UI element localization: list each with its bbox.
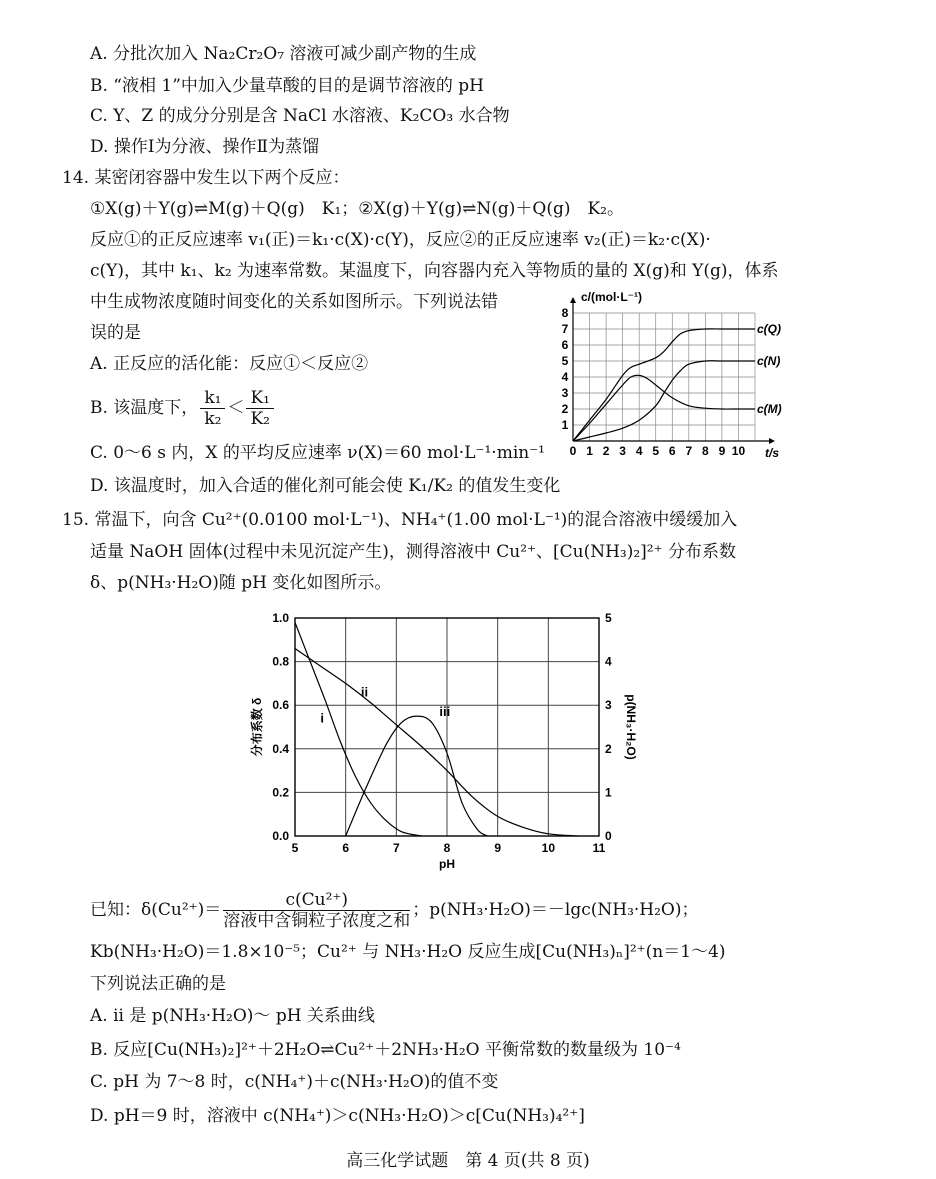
- y-tick-label: 3: [561, 386, 569, 400]
- x-tick-label: 5: [652, 444, 660, 458]
- y2-tick-label: 3: [605, 698, 612, 713]
- q14-option-b-prefix: B. 该温度下，: [90, 398, 199, 418]
- curve-iii: [346, 716, 488, 836]
- series-line-cm: [573, 375, 755, 441]
- q14-option-a: A. 正反应的活化能：反应①＜反应②: [90, 354, 369, 374]
- y-tick-label: 1.0: [272, 611, 289, 625]
- concentration-time-chart: [545, 285, 810, 465]
- q14-line6: 误的是: [90, 323, 141, 343]
- q13-option-c: C. Y、Z 的成分分别是含 NaCl 水溶液、K₂CO₃ 水合物: [90, 106, 510, 126]
- y-tick-label: 1: [561, 418, 569, 432]
- series-line-cq: [573, 329, 755, 441]
- y-tick-label: 8: [561, 306, 569, 320]
- curve-label: ii: [360, 684, 369, 700]
- q14-reactions: ①X(g)＋Y(g)⇌M(g)＋Q(g) K₁；②X(g)＋Y(g)⇌N(g)＋Q(g) K₂。: [90, 199, 624, 219]
- y-axis-label: c/(mol·L⁻¹): [581, 290, 642, 304]
- x-tick-label: 8: [702, 444, 709, 458]
- q14-line4: c(Y)，其中 k₁、k₂ 为速率常数。某温度下，向容器内充入等物质的量的 X(g)和 Y(g)，体系: [90, 261, 779, 281]
- distribution-ph-chart: [245, 603, 645, 873]
- x-tick-label: 2: [602, 444, 610, 458]
- known-suffix: ；p(NH₃·H₂O)＝－lgc(NH₃·H₂O)；: [412, 900, 699, 920]
- q15-ask: 下列说法正确的是: [90, 974, 226, 994]
- y-tick-label: 0.8: [272, 654, 289, 669]
- x-tick-label: 3: [619, 444, 626, 458]
- q15-line1: 15. 常温下，向含 Cu²⁺(0.0100 mol·L⁻¹)、NH₄⁺(1.00 mol·L⁻¹)的混合溶液中缓缓加入: [62, 510, 738, 530]
- x-arrow: [769, 438, 775, 444]
- x-tick-label: 7: [392, 841, 400, 855]
- q15-known: [90, 890, 699, 931]
- y2-tick-label: 0: [605, 829, 612, 843]
- k2: k₂: [204, 409, 222, 429]
- x-tick-label: 10: [541, 841, 556, 855]
- x-tick-label: 8: [443, 841, 451, 855]
- x-tick-label: 9: [494, 841, 502, 855]
- page-footer: 高三化学试题 第 4 页(共 8 页): [346, 1151, 590, 1171]
- series-label: c(M): [757, 402, 782, 416]
- known-prefix: 已知：δ(Cu²⁺)＝: [90, 900, 222, 920]
- y-tick-label: 0.2: [272, 785, 289, 800]
- big-k1: K₁: [246, 388, 274, 409]
- series-label: c(Q): [757, 322, 781, 336]
- curve-i: [295, 622, 422, 836]
- curve-label: i: [320, 710, 324, 726]
- series-line-cn: [573, 361, 755, 441]
- y2-tick-label: 4: [605, 654, 612, 669]
- delta-denominator: 溶液中含铜粒子浓度之和: [223, 911, 411, 931]
- y-tick-label: 0.0: [272, 829, 289, 843]
- q14-stem: 14. 某密闭容器中发生以下两个反应：: [62, 168, 350, 188]
- q13-option-b: B. “液相 1”中加入少量草酸的目的是调节溶液的 pH: [90, 76, 485, 96]
- x-tick-label: 10: [731, 444, 746, 458]
- x-tick-label: 6: [342, 841, 350, 855]
- q15-option-c: C. pH 为 7～8 时，c(NH₄⁺)＋c(NH₃·H₂O)的值不变: [90, 1072, 499, 1092]
- q13-option-d: D. 操作Ⅰ为分液、操作Ⅱ为蒸馏: [90, 137, 320, 157]
- q14-option-c: C. 0～6 s 内，X 的平均反应速率 ν(X)＝60 mol·L⁻¹·min⁻¹: [90, 443, 545, 463]
- x-tick-label: 6: [668, 444, 676, 458]
- fraction-k: [200, 388, 225, 429]
- q15-option-a: A. ii 是 p(NH₃·H₂O)～ pH 关系曲线: [90, 1006, 375, 1026]
- series-label: c(N): [757, 354, 781, 368]
- y-tick-label: 0.4: [272, 741, 289, 756]
- x-tick-label: 0: [569, 444, 577, 458]
- y2-tick-label: 1: [605, 785, 612, 800]
- x-tick-label: 5: [291, 841, 299, 855]
- x-axis-label: pH: [439, 857, 455, 871]
- fraction-big-k: [246, 388, 274, 429]
- y-arrow: [570, 297, 576, 303]
- x-tick-label: 7: [685, 444, 693, 458]
- x-tick-label: 4: [635, 444, 643, 458]
- y2-tick-label: 2: [605, 741, 612, 756]
- y-tick-label: 6: [561, 338, 569, 352]
- q14-line3: 反应①的正反应速率 v₁(正)＝k₁·c(X)·c(Y)，反应②的正反应速率 v₂(正)＝k₂·c(X)·: [90, 230, 711, 250]
- q15-kb: Kb(NH₃·H₂O)＝1.8×10⁻⁵；Cu²⁺ 与 NH₃·H₂O 反应生成[Cu(NH₃)ₙ]²⁺(n＝1～4): [90, 942, 726, 962]
- q15-option-d: D. pH＝9 时，溶液中 c(NH₄⁺)＞c(NH₃·H₂O)＞c[Cu(NH₃)₄²⁺]: [90, 1106, 585, 1126]
- curve-label: iii: [439, 704, 451, 720]
- q13-option-a: A. 分批次加入 Na₂Cr₂O₇ 溶液可减少副产物的生成: [90, 44, 477, 64]
- q15-line3: δ、p(NH₃·H₂O)随 pH 变化如图所示。: [90, 573, 392, 593]
- curve-ii: [295, 649, 579, 836]
- x-axis-label: t/s: [765, 446, 780, 460]
- y-tick-label: 4: [561, 370, 569, 384]
- q14-option-d: D. 该温度时，加入合适的催化剂可能会使 K₁/K₂ 的值发生变化: [90, 476, 561, 496]
- y-tick-label: 2: [561, 402, 569, 416]
- y-tick-label: 7: [561, 322, 569, 336]
- delta-fraction: [223, 890, 410, 931]
- x-tick-label: 9: [718, 444, 726, 458]
- y2-axis-label: p(NH₃·H₂O): [624, 694, 638, 760]
- k1: k₁: [200, 388, 225, 409]
- x-tick-label: 11: [592, 841, 606, 855]
- y-tick-label: 5: [561, 354, 569, 368]
- y2-tick-label: 5: [605, 611, 612, 625]
- q15-line2: 适量 NaOH 固体(过程中未见沉淀产生)，测得溶液中 Cu²⁺、[Cu(NH₃)₂]²⁺ 分布系数: [90, 542, 736, 562]
- y-tick-label: 0.6: [272, 698, 289, 713]
- x-tick-label: 1: [586, 444, 593, 458]
- delta-numerator: c(Cu²⁺): [223, 890, 410, 911]
- big-k2: K₂: [250, 409, 270, 429]
- less-than: ＜: [227, 398, 245, 418]
- y-axis-label: 分布系数 δ: [250, 697, 264, 757]
- q14-line5: 中生成物浓度随时间变化的关系如图所示。下列说法错: [90, 292, 498, 312]
- q15-option-b: B. 反应[Cu(NH₃)₂]²⁺＋2H₂O⇌Cu²⁺＋2NH₃·H₂O 平衡常数的数量级为 10⁻⁴: [90, 1040, 681, 1060]
- q14-option-b: [90, 388, 276, 429]
